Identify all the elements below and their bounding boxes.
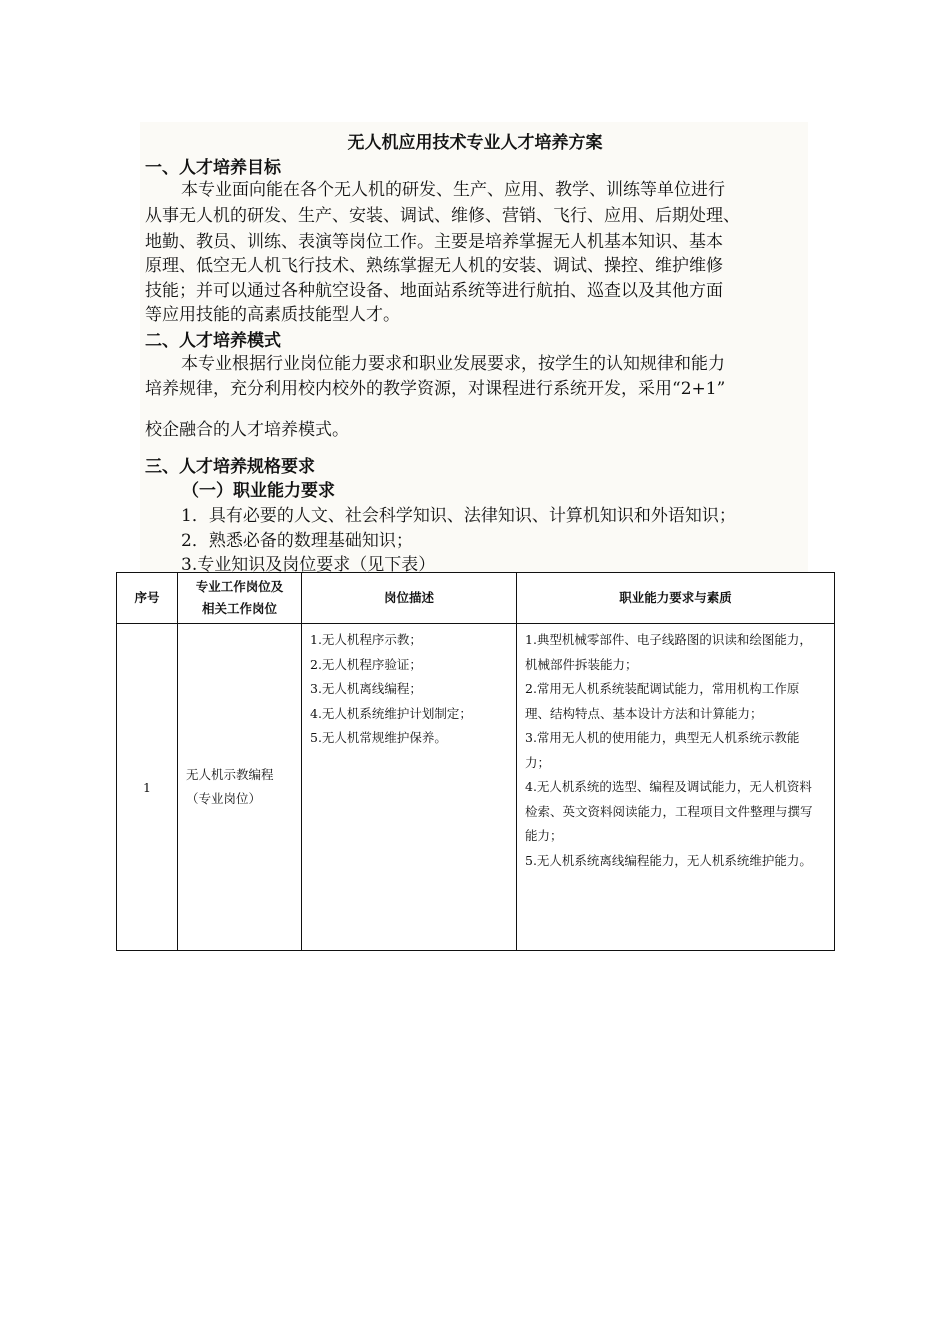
header-post-line: 专业工作岗位及 xyxy=(195,579,284,594)
table-header-row xyxy=(117,573,835,624)
header-post-line: 相关工作岗位 xyxy=(201,601,277,616)
section-1-line: 地勤、教员、训练、表演等岗位工作。主要是培养掌握无人机基本知识、基本 xyxy=(145,232,723,252)
section-2-line: 校企融合的人才培养模式。 xyxy=(145,420,349,440)
ability-item: 5.无人机系统离线编程能力，无人机系统维护能力。 xyxy=(525,852,812,868)
document-title: 无人机应用技术专业人才培养方案 xyxy=(347,133,603,153)
post-type: （专业岗位） xyxy=(186,791,262,806)
section-1-line: 原理、低空无人机飞行技术、熟练掌握无人机的安装、调试、操控、维护维修 xyxy=(145,256,723,276)
section-3-subheading: （一）职业能力要求 xyxy=(182,481,335,501)
section-2-line: 本专业根据行业岗位能力要求和职业发展要求，按学生的认知规律和能力 xyxy=(181,354,725,374)
desc-item: 1.无人机程序示教； xyxy=(310,632,422,647)
section-3-heading: 三、人才培养规格要求 xyxy=(145,457,315,477)
requirement-item: 3.专业知识及岗位要求（见下表） xyxy=(181,555,436,575)
requirement-item: 2．熟悉必备的数理基础知识； xyxy=(181,531,413,551)
cell-desc xyxy=(302,624,517,951)
header-desc: 岗位描述 xyxy=(302,573,517,624)
cell-ability xyxy=(517,624,835,951)
ability-item: 4.无人机系统的选型、编程及调试能力，无人机资料检索、英文资料阅读能力，工程项目文件整理与撰写能力； xyxy=(525,779,813,843)
section-1-heading: 一、人才培养目标 xyxy=(145,158,281,178)
section-1-line: 本专业面向能在各个无人机的研发、生产、应用、教学、训练等单位进行 xyxy=(181,180,725,200)
section-1-line: 等应用技能的高素质技能型人才。 xyxy=(145,305,400,325)
desc-item: 2.无人机程序验证； xyxy=(310,656,422,672)
cell-no: 1 xyxy=(117,624,178,951)
ability-item: 1.典型机械零部件、电子线路图的识读和绘图能力，机械部件拆装能力； xyxy=(525,632,812,672)
section-1-line: 技能；并可以通过各种航空设备、地面站系统等进行航拍、巡查以及其他方面 xyxy=(145,281,723,301)
post-requirements-table xyxy=(116,572,835,951)
ability-item: 3.常用无人机的使用能力，典型无人机系统示教能力； xyxy=(525,730,800,770)
section-2-heading: 二、人才培养模式 xyxy=(145,331,281,351)
section-2-line: 培养规律，充分利用校内校外的教学资源，对课程进行系统开发，采用“2+1” xyxy=(145,379,726,399)
desc-item: 3.无人机离线编程； xyxy=(310,681,422,696)
ability-item: 2.常用无人机系统装配调试能力，常用机构工作原理、结构特点、基本设计方法和计算能力； xyxy=(525,681,800,721)
header-post xyxy=(178,573,302,624)
header-ability: 职业能力要求与素质 xyxy=(517,573,835,624)
section-1-line: 从事无人机的研发、生产、安装、调试、维修、营销、飞行、应用、后期处理、 xyxy=(145,206,740,226)
header-no: 序号 xyxy=(117,573,178,624)
desc-item: 4.无人机系统维护计划制定； xyxy=(310,705,472,721)
desc-item: 5.无人机常规维护保养。 xyxy=(310,730,447,745)
post-name: 无人机示教编程 xyxy=(186,767,274,782)
requirement-item: 1．具有必要的人文、社会科学知识、法律知识、计算机知识和外语知识； xyxy=(181,506,736,526)
cell-post xyxy=(178,624,302,951)
table-row xyxy=(117,624,835,951)
